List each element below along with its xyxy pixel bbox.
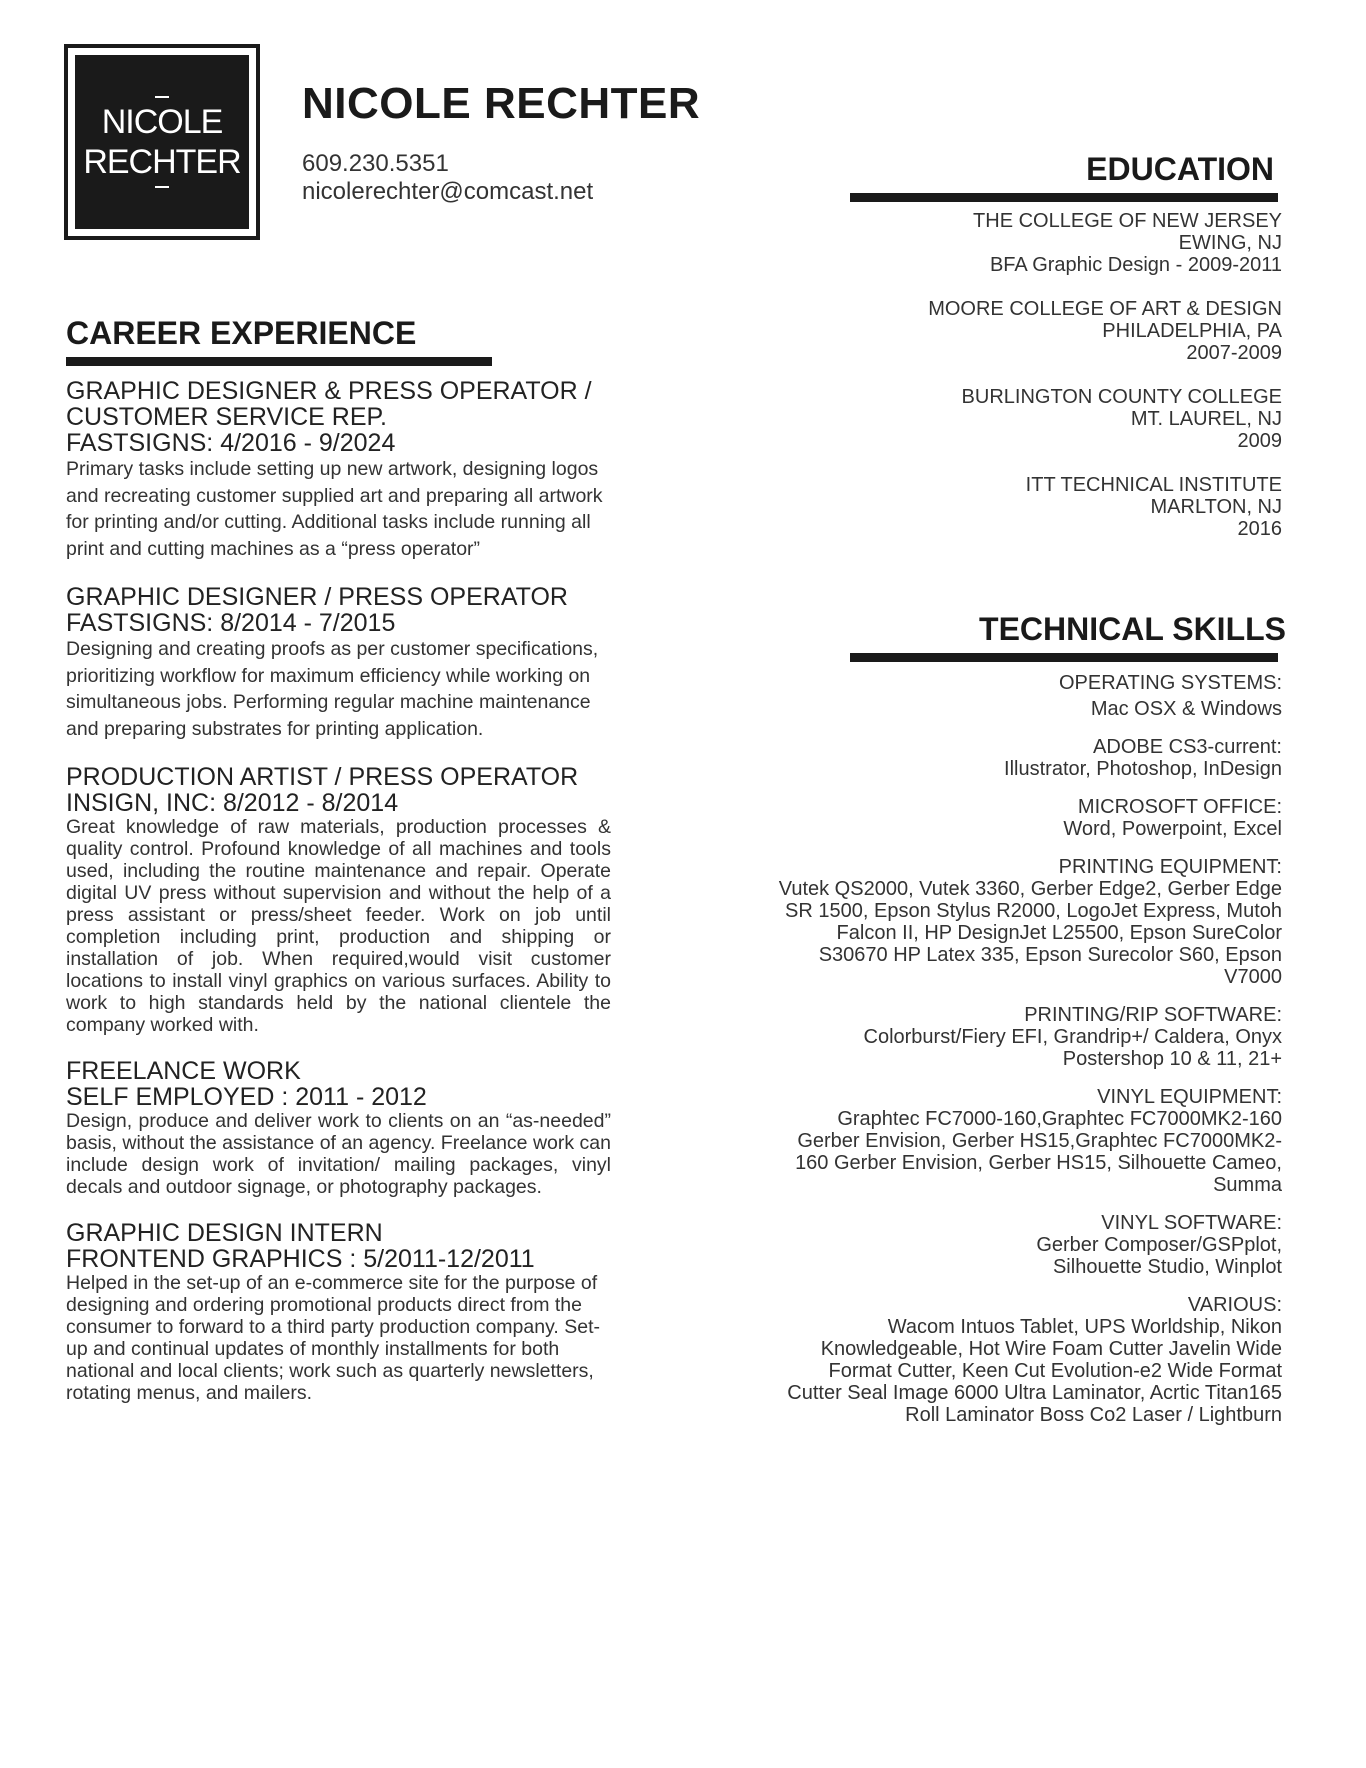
school-detail: 2016 [1237, 518, 1282, 540]
job-title: PRODUCTION ARTIST / PRESS OPERATOR [66, 763, 579, 791]
skill-label: MICROSOFT OFFICE: [1077, 796, 1282, 818]
skill-label: VARIOUS: [1187, 1294, 1282, 1316]
career-divider [66, 357, 492, 366]
email-address: nicolerechter@comcast.net [302, 178, 594, 205]
candidate-name: NICOLE RECHTER [302, 79, 701, 128]
job-description: Helped in the set-up of an e-commerce site for the purpose of designing and ordering promotional products direct from the consumer to forward to a third party production company. Set-up and continual updates of monthly installments for both national and local clients; work such as quarterly newsletters, rotating menus, and mailers. [66, 1272, 600, 1404]
skill-value: Illustrator, Photoshop, InDesign [1004, 758, 1282, 780]
skill-group [762, 736, 1282, 780]
job-company: FASTSIGNS: 8/2014 - 7/2015 [66, 609, 396, 637]
skill-label: ADOBE CS3-current: [1093, 736, 1282, 758]
education-list [762, 210, 1282, 562]
career-list [66, 378, 611, 1426]
logo-block [75, 55, 249, 229]
skills-section-title: TECHNICAL SKILLS [979, 611, 1286, 647]
contact-info [302, 150, 593, 206]
education-section-title: EDUCATION [1086, 151, 1274, 187]
school-location: PHILADELPHIA, PA [1102, 320, 1282, 342]
skills-divider [850, 653, 1278, 662]
education-entry [762, 386, 1282, 452]
skill-label: PRINTING EQUIPMENT: [1058, 856, 1282, 878]
job-entry [66, 1058, 611, 1198]
school-name: THE COLLEGE OF NEW JERSEY [973, 210, 1282, 232]
job-title: FREELANCE WORK [66, 1057, 301, 1085]
career-section-title: CAREER EXPERIENCE [66, 315, 417, 351]
school-detail: 2009 [1237, 430, 1282, 452]
job-title: GRAPHIC DESIGNER & PRESS OPERATOR / CUSTOMER SERVICE REP. [66, 377, 592, 431]
school-name: ITT TECHNICAL INSTITUTE [1025, 474, 1282, 496]
skill-group [762, 1294, 1282, 1426]
school-detail: 2007-2009 [1186, 342, 1282, 364]
skill-group [762, 796, 1282, 840]
logo-bar-top [155, 96, 169, 98]
skills-list [762, 672, 1282, 1442]
job-company: SELF EMPLOYED : 2011 - 2012 [66, 1083, 427, 1111]
school-location: EWING, NJ [1178, 232, 1282, 254]
job-description: Design, produce and deliver work to clients on an “as-needed” basis, without the assistance of an agency. Freelance work can include design work of invitation/ mailing packages, vinyl decals and outdoor signage, or photography packages. [66, 1110, 611, 1198]
skill-value: Gerber Composer/GSPplot, Silhouette Studio, Winplot [1036, 1234, 1282, 1278]
education-entry [762, 298, 1282, 364]
school-location: MARLTON, NJ [1150, 496, 1282, 518]
job-entry [66, 378, 611, 562]
logo [64, 44, 260, 240]
skill-label: VINYL SOFTWARE: [1101, 1212, 1282, 1234]
skill-value: Colorburst/Fiery EFI, Grandrip+/ Caldera, Onyx Postershop 10 & 11, 21+ [863, 1026, 1282, 1070]
skill-value: Word, Powerpoint, Excel [1063, 818, 1282, 840]
job-entry [66, 584, 611, 742]
education-divider [850, 193, 1278, 202]
job-company: INSIGN, INC: 8/2012 - 8/2014 [66, 789, 399, 817]
logo-bar-bottom [155, 186, 169, 188]
skill-group [762, 1212, 1282, 1278]
education-entry [762, 474, 1282, 540]
skill-value: Wacom Intuos Tablet, UPS Worldship, Nikon Knowledgeable, Hot Wire Foam Cutter Javelin Wide Format Cutter, Keen Cut Evolution-e2 Wide Format Cutter Seal Image 6000 Ultra Laminator, Acrtic Titan165 Roll Laminator Boss Co2 Laser / Lightburn [787, 1316, 1282, 1426]
skill-group [762, 1004, 1282, 1070]
skill-label: OPERATING SYSTEMS: [1059, 672, 1282, 694]
logo-line-2: RECHTER [83, 143, 241, 181]
school-detail: BFA Graphic Design - 2009-2011 [989, 254, 1282, 276]
job-description: Great knowledge of raw materials, production processes & quality control. Profound knowledge of all machines and tools used, including the routine maintenance and repair. Operate digital UV press without supervision and without the help of a press assistant or press/sheet feeder. Work on job until completion including print, production and shipping or installation of job. When required,would visit customer locations to install vinyl graphics on various surfaces. Ability to work to high standards held by the national clientele the company worked with. [66, 816, 611, 1036]
job-title: GRAPHIC DESIGNER / PRESS OPERATOR [66, 583, 568, 611]
job-description: Primary tasks include setting up new artwork, designing logos and recreating customer supplied art and preparing all artwork for printing and/or cutting. Additional tasks include running all print and cutting machines as a “press operator” [66, 458, 603, 560]
skill-group [762, 856, 1282, 988]
skill-value: Graphtec FC7000-160,Graphtec FC7000MK2-160 Gerber Envision, Gerber HS15,Graphtec FC7000MK2-160 Gerber Envision, Gerber HS15, Silhouette Cameo, Summa [795, 1108, 1282, 1196]
logo-line-1: NICOLE [101, 103, 223, 141]
job-entry [66, 1220, 611, 1404]
job-title: GRAPHIC DESIGN INTERN [66, 1219, 383, 1247]
job-entry [66, 764, 611, 1036]
skill-label: VINYL EQUIPMENT: [1097, 1086, 1282, 1108]
school-location: MT. LAUREL, NJ [1130, 408, 1282, 430]
skill-value: Mac OSX & Windows [1090, 698, 1282, 720]
school-name: MOORE COLLEGE OF ART & DESIGN [928, 298, 1282, 320]
job-company: FASTSIGNS: 4/2016 - 9/2024 [66, 429, 396, 457]
phone-number: 609.230.5351 [302, 150, 449, 177]
school-name: BURLINGTON COUNTY COLLEGE [961, 386, 1282, 408]
skill-value: Vutek QS2000, Vutek 3360, Gerber Edge2, Gerber Edge SR 1500, Epson Stylus R2000, LogoJet Express, Mutoh Falcon II, HP DesignJet L25500, Epson SureColor S30670 HP Latex 335, Epson Surecolor S60, Epson V7000 [778, 878, 1282, 988]
skill-label: PRINTING/RIP SOFTWARE: [1024, 1004, 1282, 1026]
education-entry [762, 210, 1282, 276]
job-company: FRONTEND GRAPHICS : 5/2011-12/2011 [66, 1245, 535, 1273]
job-description: Designing and creating proofs as per customer specifications, prioritizing workflow for maximum efficiency while working on simultaneous jobs. Performing regular machine maintenance and preparing substrates for printing application. [66, 638, 599, 740]
skill-group [762, 672, 1282, 720]
skill-group [762, 1086, 1282, 1196]
